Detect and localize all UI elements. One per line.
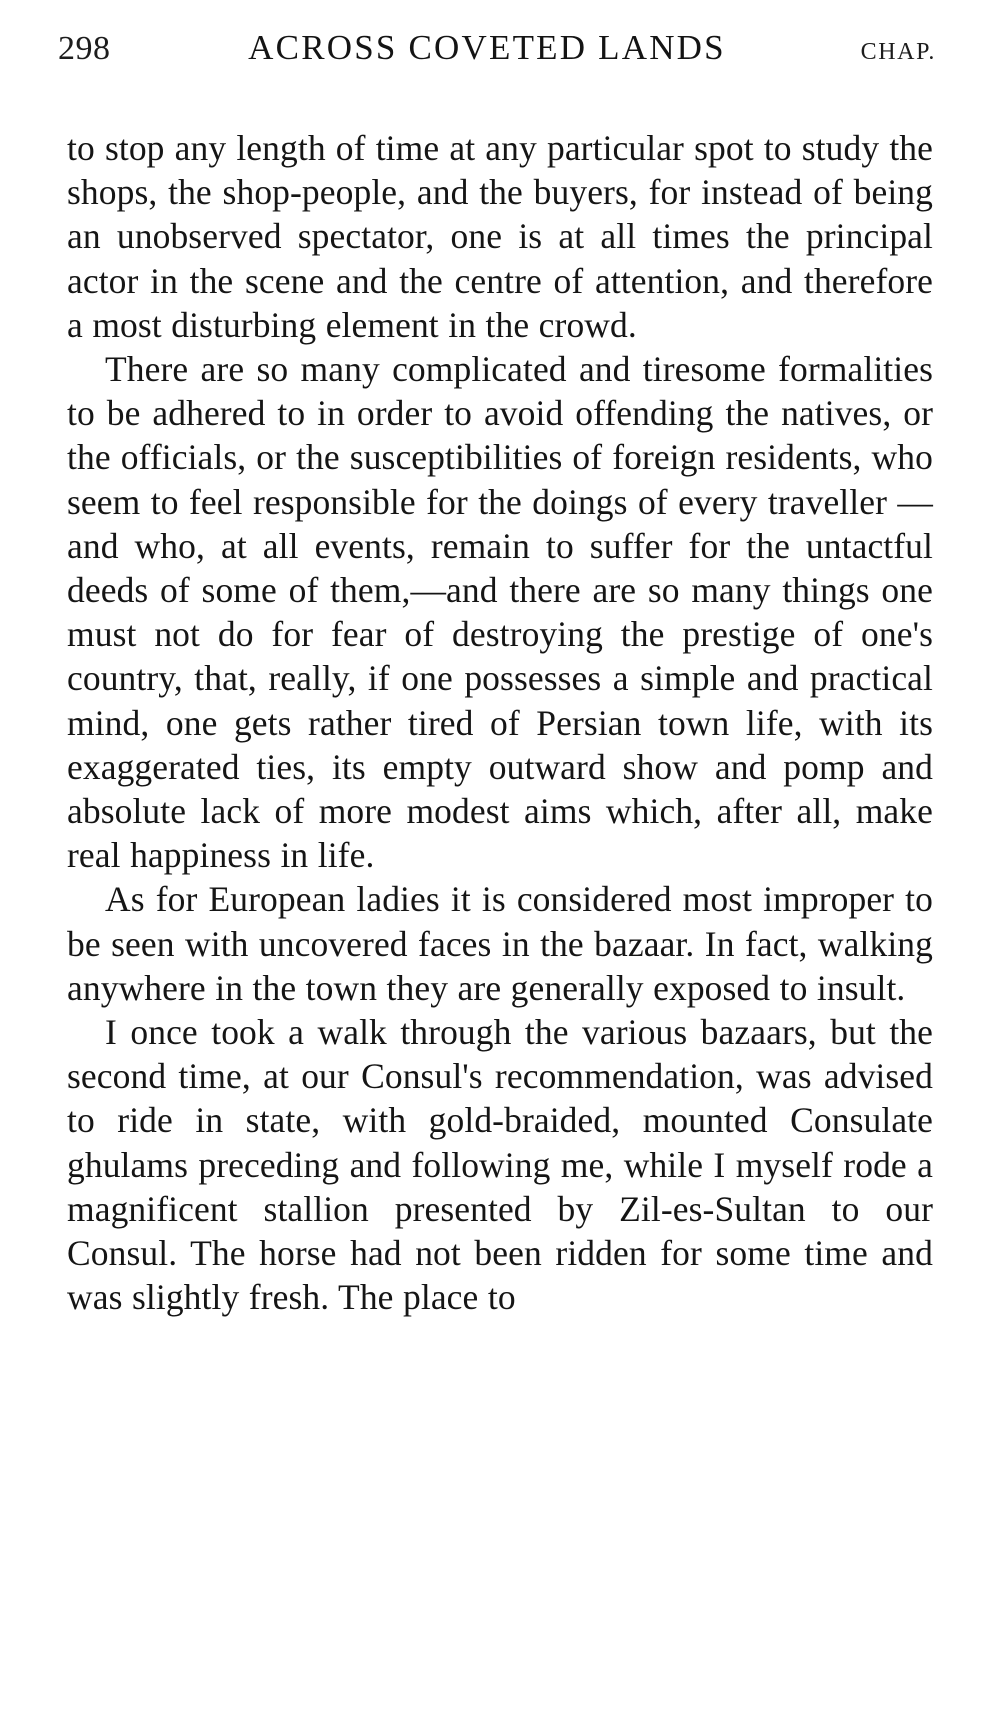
paragraph-2: There are so many complicated and tiresome formalities to be adhered to in order to avoid offending the natives, or the officials, or the susceptibilities of foreign residents, who seem to feel responsible for the doings of every traveller —and who, at all events, remain to suffer for the untactful deeds of some of them,—and there are so many things one must not do for fear of destroying the prestige of one's country, that, really, if one possesses a simple and practical mind, one gets rather tired of Persian town life, with its exaggerated ties, its empty outward show and pomp and absolute lack of more modest aims which, after all, make real happiness in life. bbox=[67, 349, 933, 876]
chapter-label: CHAP. bbox=[860, 39, 936, 65]
running-title: ACROSS COVETED LANDS bbox=[248, 28, 726, 67]
paragraph-1: to stop any length of time at any particular spot to study the shops, the shop-people, and the buyers, for instead of being an unobserved spectator, one is at all times the principal actor in the scene and the centre of attention, and therefore a most disturbing element in the crowd. bbox=[67, 128, 933, 345]
running-head bbox=[58, 28, 942, 74]
paragraph-4: I once took a walk through the various bazaars, but the second time, at our Consul's recommendation, was advised to ride in state, with gold-braided, mounted Consulate ghulams preceding and following me, while I myself rode a magnificent stallion presented by Zil-es-Sultan to our Consul. The horse had not been ridden for some time and was slightly fresh. The place to bbox=[67, 1012, 933, 1318]
paragraph-3: As for European ladies it is considered most improper to be seen with uncovered faces in the bazaar. In fact, walking anywhere in the town they are generally exposed to insult. bbox=[67, 879, 933, 1008]
body-text bbox=[67, 126, 933, 1319]
page-number: 298 bbox=[58, 30, 111, 67]
